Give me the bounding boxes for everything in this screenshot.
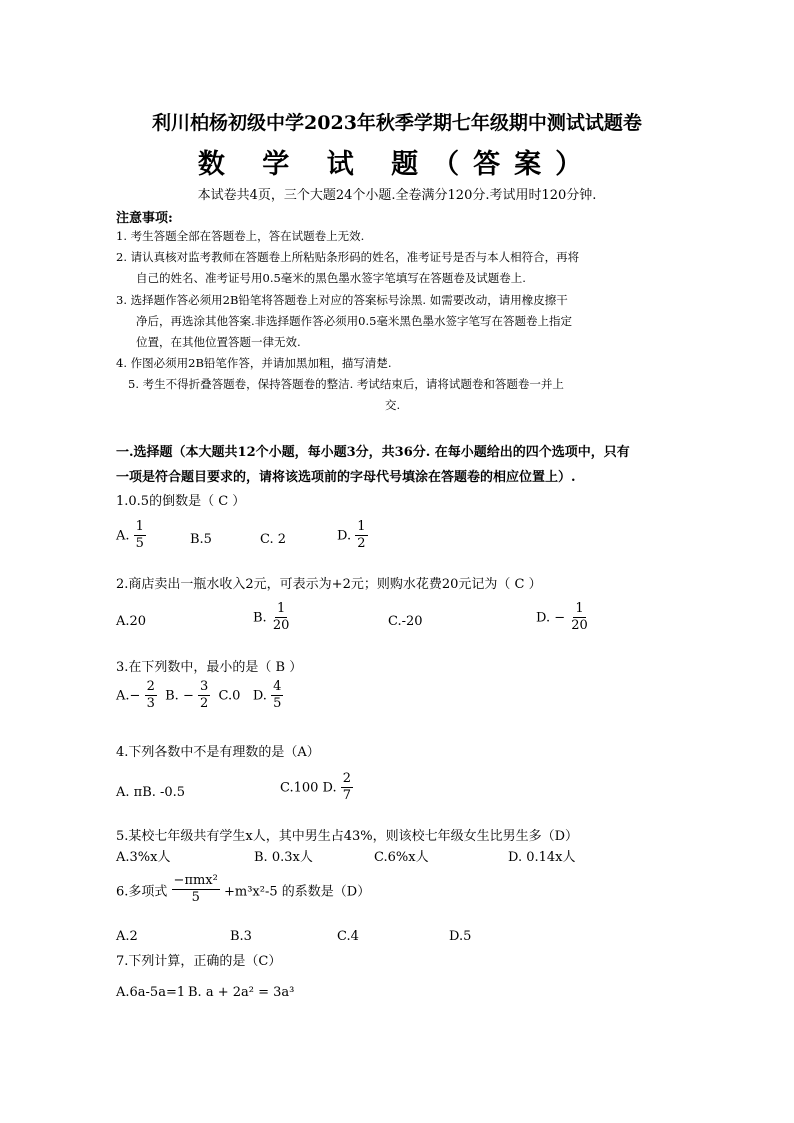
question-2-stem: 2.商店卖出一瓶水收入2元，可表示为+2元；则购水花费20元记为（ C ） <box>116 577 542 592</box>
question-1-stem: 1.0.5的倒数是（ C ） <box>116 494 246 509</box>
question-prefix: 6.多项式 <box>116 884 168 900</box>
exam-school-title: 利川柏杨初级中学2023年秋季学期七年级期中测试试题卷 <box>152 112 642 134</box>
q2-option-d <box>536 602 590 634</box>
option-label: A. <box>116 528 130 544</box>
fraction <box>271 680 283 712</box>
denominator: 2 <box>200 696 209 712</box>
q3-options <box>116 680 283 712</box>
q1-option-a <box>116 520 146 552</box>
option-label: D. <box>337 528 352 544</box>
q4-option-ab: A. πB. -0.5 <box>116 785 186 800</box>
fraction <box>569 602 590 634</box>
notice-item: 3. 选择题作答必须用2B铅笔将答题卷上对应的答案标号涂黑. 如需要改动，请用橡皮擦干 <box>116 293 568 307</box>
numerator: 4 <box>271 680 283 696</box>
notice-item: 5. 考生不得折叠答题卷，保持答题卷的整洁. 考试结束后，请将试题卷和答题卷一并上 <box>128 377 564 391</box>
notice-heading: 注意事项: <box>116 211 173 226</box>
q6-option-b: B.3 <box>230 929 252 944</box>
fraction <box>145 680 157 712</box>
minus-sign: − <box>182 688 194 704</box>
q2-option-c: C.-20 <box>388 614 423 629</box>
q7-option-a: A.6a-5a=1 <box>116 985 186 1000</box>
notice-item: 位置，在其他位置答题一律无效. <box>136 335 301 349</box>
denominator: 2 <box>357 536 366 552</box>
notice-item: 交. <box>385 398 401 412</box>
notice-item: 4. 作图必须用2B铅笔作答，并请加黑加粗，描写清楚. <box>116 356 392 370</box>
fraction <box>198 680 210 712</box>
fraction <box>355 520 367 552</box>
notice-item: 1. 考生答题全部在答题卷上，答在试题卷上无效. <box>116 229 365 243</box>
q6-option-a: A.2 <box>116 929 138 944</box>
notice-item: 2. 请认真核对监考教师在答题卷上所粘贴条形码的姓名，准考证号是否与本人相符合，再将 <box>116 250 580 264</box>
option-label: B. <box>253 610 267 626</box>
q6-option-c: C.4 <box>337 929 359 944</box>
fraction <box>271 602 292 634</box>
section-heading: 一.选择题（本大题共12个小题，每小题3分，共36分. 在每小题给出的四个选项中，只有 <box>116 445 630 460</box>
q1-option-c: C. 2 <box>260 532 287 547</box>
section-heading: 一项是符合题目要求的，请将该选项前的字母代号填涂在答题卷的相应位置上）. <box>116 470 576 485</box>
option-label: D. <box>252 688 267 704</box>
denominator: 5 <box>273 696 282 712</box>
q1-option-d <box>337 520 368 552</box>
numerator: 1 <box>573 602 585 618</box>
denominator: 7 <box>342 788 352 804</box>
denominator: 5 <box>135 536 144 552</box>
notice-item: 自己的姓名、准考证号用0.5毫米的黑色墨水签字笔填写在答题卷及试题卷上. <box>136 271 526 285</box>
numerator: −πmx² <box>172 874 220 890</box>
option-label: D. <box>536 610 551 626</box>
q5-option-a: A.3%x人 <box>116 850 171 865</box>
denominator: 3 <box>146 696 155 712</box>
question-7-stem: 7.下列计算，正确的是（C） <box>116 954 282 969</box>
q1-option-b: B.5 <box>190 532 212 547</box>
numerator: 2 <box>341 772 353 788</box>
option-c: C.0 <box>218 688 241 704</box>
denominator: 20 <box>571 618 588 634</box>
fraction <box>134 520 146 552</box>
q5-option-c: C.6%x人 <box>374 850 429 865</box>
option-label: C.100 D. <box>280 780 337 796</box>
q4-option-cd <box>280 772 353 804</box>
exam-intro: 本试卷共4页，三个大题24个小题.全卷满分120分.考试用时120分钟. <box>197 188 597 203</box>
option-label: B. <box>165 688 179 704</box>
minus-sign: − <box>554 610 566 626</box>
numerator: 1 <box>275 602 287 618</box>
option-label: A. <box>116 688 130 704</box>
numerator: 2 <box>145 680 157 696</box>
question-6-stem <box>116 874 370 906</box>
q5-option-b: B. 0.3x人 <box>254 850 313 865</box>
q2-option-b <box>253 602 291 634</box>
fraction <box>172 874 220 906</box>
question-suffix: +m³x²-5 的系数是（D） <box>224 884 371 900</box>
exam-subject-title: 数 学 试 题（答案） <box>197 149 597 180</box>
q2-option-a: A.20 <box>116 614 147 629</box>
q5-option-d: D. 0.14x人 <box>508 850 576 865</box>
fraction <box>341 772 353 804</box>
question-4-stem: 4.下列各数中不是有理数的是（A） <box>116 745 320 760</box>
question-3-stem: 3.在下列数中，最小的是（ B ） <box>116 660 303 675</box>
notice-item: 净后，再选涂其他答案.非选择题作答必须用0.5毫米黑色墨水签字笔写在答题卷上指定 <box>136 314 572 328</box>
numerator: 1 <box>134 520 146 536</box>
minus-sign: − <box>129 688 141 704</box>
q7-option-b: B. a + 2a² = 3a³ <box>188 985 295 1000</box>
denominator: 20 <box>272 618 290 634</box>
denominator: 5 <box>191 890 200 906</box>
question-5-stem: 5.某校七年级共有学生x人，其中男生占43%，则该校七年级女生比男生多（D） <box>116 829 579 844</box>
numerator: 3 <box>198 680 210 696</box>
numerator: 1 <box>355 520 367 536</box>
q6-option-d: D.5 <box>449 929 472 944</box>
